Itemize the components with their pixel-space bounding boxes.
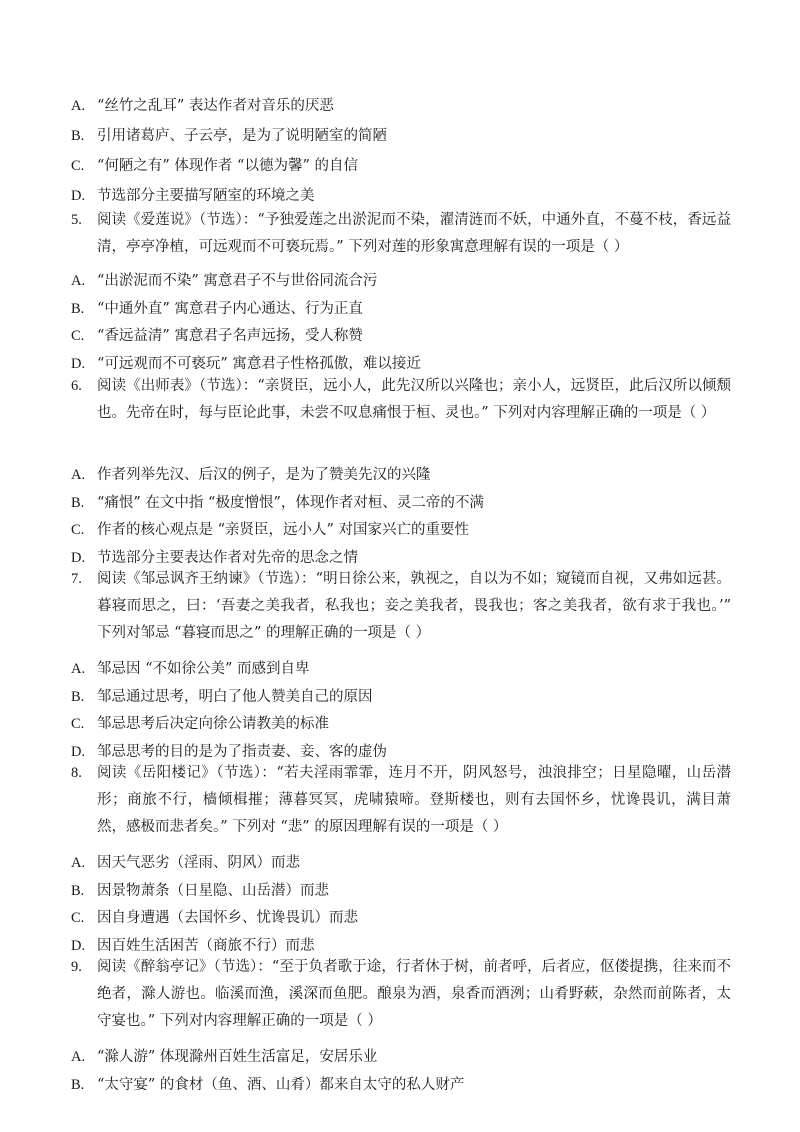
option-label: B. — [71, 883, 85, 899]
option-label: D. — [71, 744, 86, 760]
option-line — [71, 354, 421, 374]
option-text: 邹忌因 “不如徐公美” 而感到自卑 — [97, 661, 310, 677]
option-label: D. — [71, 188, 86, 204]
option-text: “太守宴” 的食材（鱼、酒、山肴）都来自太守的私人财产 — [97, 1077, 465, 1093]
option-line — [71, 853, 300, 873]
option-line — [71, 520, 469, 540]
option-label: A. — [71, 467, 86, 483]
question-number: 6. — [71, 378, 82, 394]
option-line — [71, 96, 334, 116]
option-label: C. — [71, 158, 85, 174]
option-text: 因景物萧条（日星隐、山岳潜）而悲 — [97, 883, 329, 899]
option-label: D. — [71, 356, 86, 372]
question-text: 阅读《醉翁亭记》（节选）：“至于负者歌于途，行者休于树，前者呼，后者应，伛偻提携，往来而不绝者，滁人游也。临溪而渔，溪深而鱼肥。酿泉为酒，泉香而酒洌；山肴野蔌，杂然而前陈者，太守宴也。” 下列对内容理解正确的一项是（ ） — [97, 959, 731, 1029]
option-label: B. — [71, 1077, 85, 1093]
option-text: “痛恨” 在文中指 “极度憎恨”，体现作者对桓、灵二帝的不满 — [97, 495, 484, 511]
option-text: 作者的核心观点是 “亲贤臣，远小人” 对国家兴亡的重要性 — [97, 522, 470, 538]
option-label: C. — [71, 522, 85, 538]
option-line — [71, 126, 387, 146]
option-label: A. — [71, 98, 86, 114]
option-text: 邹忌思考后决定向徐公请教美的标准 — [97, 716, 329, 732]
question-7 — [71, 566, 731, 647]
option-text: 邹忌思考的目的是为了指责妻、妾、客的虚伪 — [97, 744, 387, 760]
option-line — [71, 156, 358, 176]
question-number: 5. — [71, 212, 82, 228]
option-line — [71, 186, 315, 206]
question-text: 阅读《邹忌讽齐王纳谏》（节选）：“明日徐公来，孰视之，自以为不如；窥镜而自视，又弗如远甚。暮寝而思之，曰：‘吾妻之美我者，私我也；妾之美我者，畏我也；客之美我者，欲有求于我也。’” 下列对邹忌 “暮寝而思之” 的理解正确的一项是（ ） — [97, 571, 731, 641]
option-label: B. — [71, 301, 85, 317]
option-line — [71, 908, 358, 928]
option-line — [71, 687, 373, 707]
option-text: “出淤泥而不染” 寓意君子不与世俗同流合污 — [97, 273, 378, 289]
question-text: 阅读《岳阳楼记》（节选）：“若夫淫雨霏霏，连月不开，阴风怒号，浊浪排空；日星隐曜，山岳潜形；商旅不行，樯倾楫摧；薄暮冥冥，虎啸猿啼。登斯楼也，则有去国怀乡，忧谗畏讥，满目萧然，感极而悲者矣。” 下列对 “悲” 的原因理解有误的一项是（ ） — [97, 765, 731, 835]
option-line — [71, 714, 329, 734]
option-text: 因天气恶劣（淫雨、阴风）而悲 — [97, 855, 300, 871]
question-6 — [71, 373, 731, 427]
option-text: 因百姓生活困苦（商旅不行）而悲 — [97, 938, 315, 954]
option-label: A. — [71, 1049, 86, 1065]
option-label: C. — [71, 910, 85, 926]
option-label: C. — [71, 328, 85, 344]
option-label: A. — [71, 273, 86, 289]
option-text: “滁人游” 体现滁州百姓生活富足，安居乐业 — [97, 1049, 378, 1065]
option-line — [71, 548, 358, 568]
option-text: 节选部分主要描写陋室的环境之美 — [97, 188, 315, 204]
option-line — [71, 326, 363, 346]
option-text: “中通外直” 寓意君子内心通达、行为正直 — [97, 301, 363, 317]
option-label: C. — [71, 716, 85, 732]
option-line — [71, 271, 377, 291]
option-line — [71, 1075, 464, 1095]
option-text: 节选部分主要表达作者对先帝的思念之情 — [97, 550, 358, 566]
option-label: D. — [71, 550, 86, 566]
option-text: “香远益清” 寓意君子名声远扬，受人称赞 — [97, 328, 363, 344]
question-number: 8. — [71, 765, 82, 781]
question-number: 9. — [71, 959, 82, 975]
question-number: 7. — [71, 571, 82, 587]
option-line — [71, 299, 363, 319]
option-line — [71, 1047, 377, 1067]
option-label: D. — [71, 938, 86, 954]
option-line — [71, 881, 329, 901]
option-text: “何陋之有” 体现作者 “以德为馨” 的自信 — [97, 158, 358, 174]
question-text: 阅读《爱莲说》（节选）：“予独爱莲之出淤泥而不染，濯清涟而不妖，中通外直，不蔓不枝，香远益清，亭亭净植，可远观而不可亵玩焉。” 下列对莲的形象寓意理解有误的一项是（ ） — [97, 212, 731, 255]
question-5 — [71, 207, 731, 261]
option-text: 邹忌通过思考，明白了他人赞美自己的原因 — [97, 689, 373, 705]
option-text: “可远观而不可亵玩” 寓意君子性格孤傲，难以接近 — [97, 356, 421, 372]
option-text: 因自身遭遇（去国怀乡、忧谗畏讥）而悲 — [97, 910, 358, 926]
option-label: B. — [71, 689, 85, 705]
question-9 — [71, 954, 731, 1035]
option-line — [71, 659, 310, 679]
option-text: 引用诸葛庐、子云亭，是为了说明陋室的简陋 — [97, 128, 387, 144]
question-text: 阅读《出师表》（节选）：“亲贤臣，远小人，此先汉所以兴隆也；亲小人，远贤臣，此后汉所以倾颓也。先帝在时，每与臣论此事，未尝不叹息痛恨于桓、灵也。” 下列对内容理解正确的一项是（ ） — [97, 378, 731, 421]
question-8 — [71, 760, 731, 841]
option-text: 作者列举先汉、后汉的例子，是为了赞美先汉的兴隆 — [97, 467, 431, 483]
option-line — [71, 493, 484, 513]
option-label: B. — [71, 495, 85, 511]
option-text: “丝竹之乱耳” 表达作者对音乐的厌恶 — [97, 98, 334, 114]
option-label: A. — [71, 855, 86, 871]
option-line — [71, 936, 315, 956]
option-label: B. — [71, 128, 85, 144]
option-line — [71, 465, 431, 485]
option-line — [71, 742, 387, 762]
option-label: A. — [71, 661, 86, 677]
